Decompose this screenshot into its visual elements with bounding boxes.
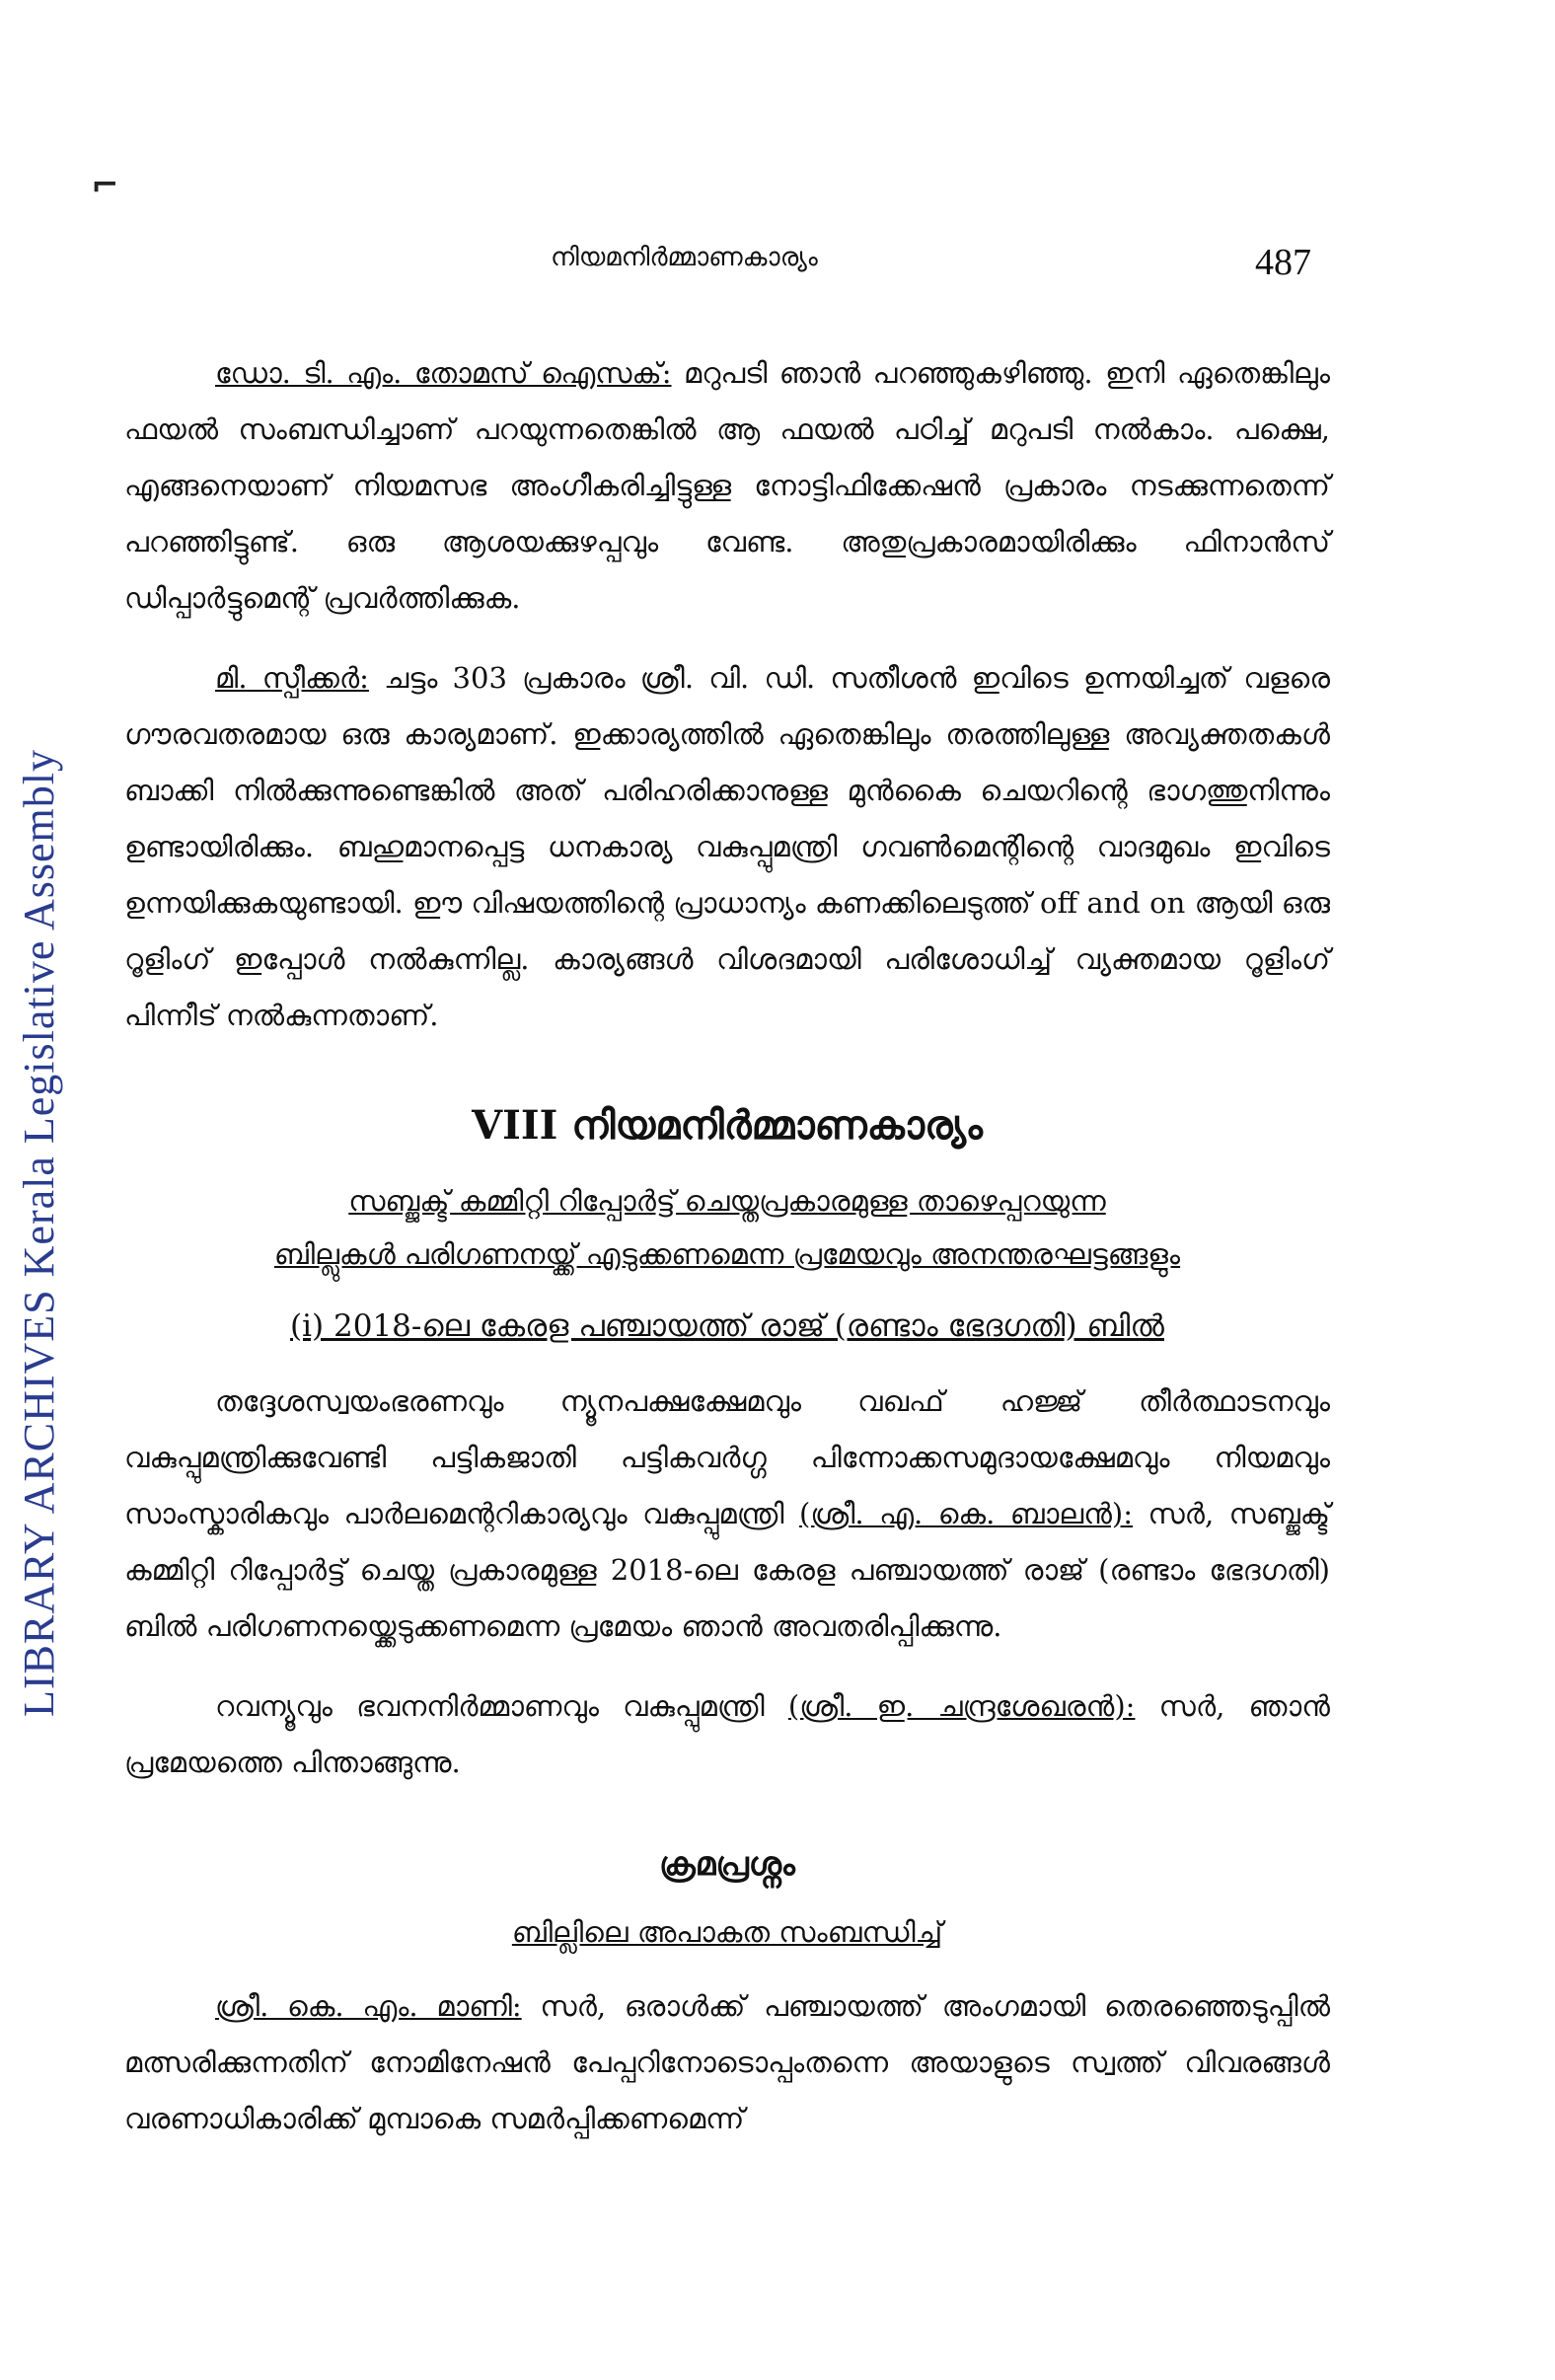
paragraph-chandrasekharan bbox=[124, 1678, 1330, 1791]
running-head: നിയമനിർമ്മാണകാര്യം bbox=[551, 243, 818, 272]
bill-title: (i) 2018-ലെ കേരള പഞ്ചായത്ത് രാജ് (രണ്ടാം ഭേദഗതി) ബിൽ bbox=[290, 1308, 1164, 1344]
paragraph-prefix: റവന്യൂവും ഭവനനിർമ്മാണവും വകുപ്പുമന്ത്രി bbox=[215, 1689, 788, 1723]
page-number: 487 bbox=[1255, 242, 1311, 283]
paragraph-text: ചട്ടം 303 പ്രകാരം ശ്രീ. വി. ഡി. സതീശൻ ഇവിടെ ഉന്നയിച്ചത് വളരെ ഗൗരവതരമായ ഒരു കാര്യമാണ്. ഇക്കാര്യത്തിൽ ഏതെങ്കിലും തരത്തിലുള്ള അവ്യക്തതകൾ ബാക്കി നിൽക്കുന്നുണ്ടെങ്കിൽ അത് പരിഹരിക്കാനുള്ള മുൻകൈ ചെയറിന്റെ ഭാഗത്തുനിന്നും ഉണ്ടായിരിക്കും. ബഹുമാനപ്പെട്ട ധനകാര്യ വകുപ്പുമന്ത്രി ഗവൺമെന്റിന്റെ വാദമുഖം ഇവിടെ ഉന്നയിക്കുകയുണ്ടായി. ഈ വിഷയത്തിന്റെ പ്രാധാന്യം കണക്കിലെടുത്ത് off and on ആയി ഒരു റൂളിംഗ് ഇപ്പോൾ നൽകുന്നില്ല. കാര്യങ്ങൾ വിശദമായി പരിശോധിച്ച് വ്യക്തമായ റൂളിംഗ് പിന്നീട് നൽകുന്നതാണ്. bbox=[124, 661, 1330, 1032]
order-heading: ക്രമപ്രശ്നം bbox=[659, 1844, 795, 1883]
paragraph-text: മറുപടി ഞാൻ പറഞ്ഞുകഴിഞ്ഞു. ഇനി ഏതെങ്കിലും ഫയൽ സംബന്ധിച്ചാണ് പറയുന്നതെങ്കിൽ ആ ഫയൽ പഠിച്ച് മറുപടി നൽകാം. പക്ഷെ, എങ്ങനെയാണ് നിയമസഭ അംഗീകരിച്ചിട്ടുള്ള നോട്ടിഫിക്കേഷൻ പ്രകാരം നടക്കുന്നതെന്ന് പറഞ്ഞിട്ടുണ്ട്. ഒരു ആശയക്കുഴപ്പവും വേണ്ട. അതുപ്രകാരമായിരിക്കും ഫിനാൻസ് ഡിപ്പാർട്ടുമെന്റ് പ്രവർത്തിക്കുക. bbox=[124, 356, 1330, 615]
paragraph-balan bbox=[124, 1374, 1330, 1655]
archive-watermark: LIBRARY ARCHIVES Kerala Legislative Assembly bbox=[15, 749, 63, 1717]
speaker-name: മി. സ്പീക്കർ: bbox=[215, 661, 369, 695]
page-body bbox=[124, 345, 1330, 2147]
paragraph-text: സർ, ഞാൻ പ്രമേയത്തെ പിന്താങ്ങുന്നു. bbox=[124, 1689, 1330, 1779]
paragraph-mani bbox=[124, 1978, 1330, 2147]
speaker-name: (ശ്രീ. ഇ. ചന്ദ്രശേഖരൻ): bbox=[787, 1689, 1136, 1723]
corner-mark: ⌐ bbox=[91, 166, 119, 205]
speaker-name: (ശ്രീ. എ. കെ. ബാലൻ): bbox=[799, 1497, 1134, 1530]
paragraph-text: സർ, ഒരാൾക്ക് പഞ്ചായത്ത് അംഗമായി തെരഞ്ഞെടുപ്പിൽ മത്സരിക്കുന്നതിന് നോമിനേഷൻ പേപ്പറിനോടൊപ്പംതന്നെ അയാളുടെ സ്വത്ത് വിവരങ്ങൾ വരണാധികാരിക്ക് മുമ്പാകെ സമർപ്പിക്കണമെന്ന് bbox=[124, 1989, 1331, 2135]
subheading-line-1: സബ്ജക്ട് കമ്മിറ്റി റിപ്പോർട്ട് ചെയ്തപ്രകാരമുള്ള താഴെപ്പറയുന്ന bbox=[348, 1184, 1106, 1218]
section-title: VIII നിയമനിർമ്മാണകാര്യം bbox=[472, 1102, 983, 1149]
paragraph-text: സർ, സബ്ജക്ട് കമ്മിറ്റി റിപ്പോർട്ട് ചെയ്ത പ്രകാരമുള്ള 2018-ലെ കേരള പഞ്ചായത്ത് രാജ് (രണ്ടാം ഭേദഗതി) ബിൽ പരിഗണനയ്ക്കെടുക്കണമെന്ന പ്രമേയം ഞാൻ അവതരിപ്പിക്കുന്നു. bbox=[124, 1497, 1331, 1643]
speaker-name: ഡോ. ടി. എം. തോമസ് ഐസക്: bbox=[215, 356, 672, 390]
subheading-line-2: ബില്ലുകൾ പരിഗണനയ്ക്ക് എടുക്കണമെന്ന പ്രമേയവും അനന്തരഘട്ടങ്ങളും bbox=[273, 1237, 1181, 1271]
paragraph-speaker bbox=[124, 650, 1330, 1044]
paragraph-prefix: തദ്ദേശസ്വയംഭരണവും ന്യൂനപക്ഷക്ഷേമവും വഖഫ് ഹജ്ജ് തീർത്ഥാടനവും വകുപ്പുമന്ത്രിക്കുവേണ്ടി പട്ടികജാതി പട്ടികവർഗ്ഗ പിന്നോക്കസമുദായക്ഷേമവും നിയമവും സാംസ്കാരികവും പാർലമെന്ററികാര്യവും വകുപ്പുമന്ത്രി bbox=[124, 1384, 1330, 1530]
order-subheading: ബില്ലിലെ അപാകത സംബന്ധിച്ച് bbox=[511, 1915, 943, 1949]
speaker-name: ശ്രീ. കെ. എം. മാണി: bbox=[215, 1989, 522, 2023]
paragraph-isaac bbox=[124, 345, 1330, 627]
